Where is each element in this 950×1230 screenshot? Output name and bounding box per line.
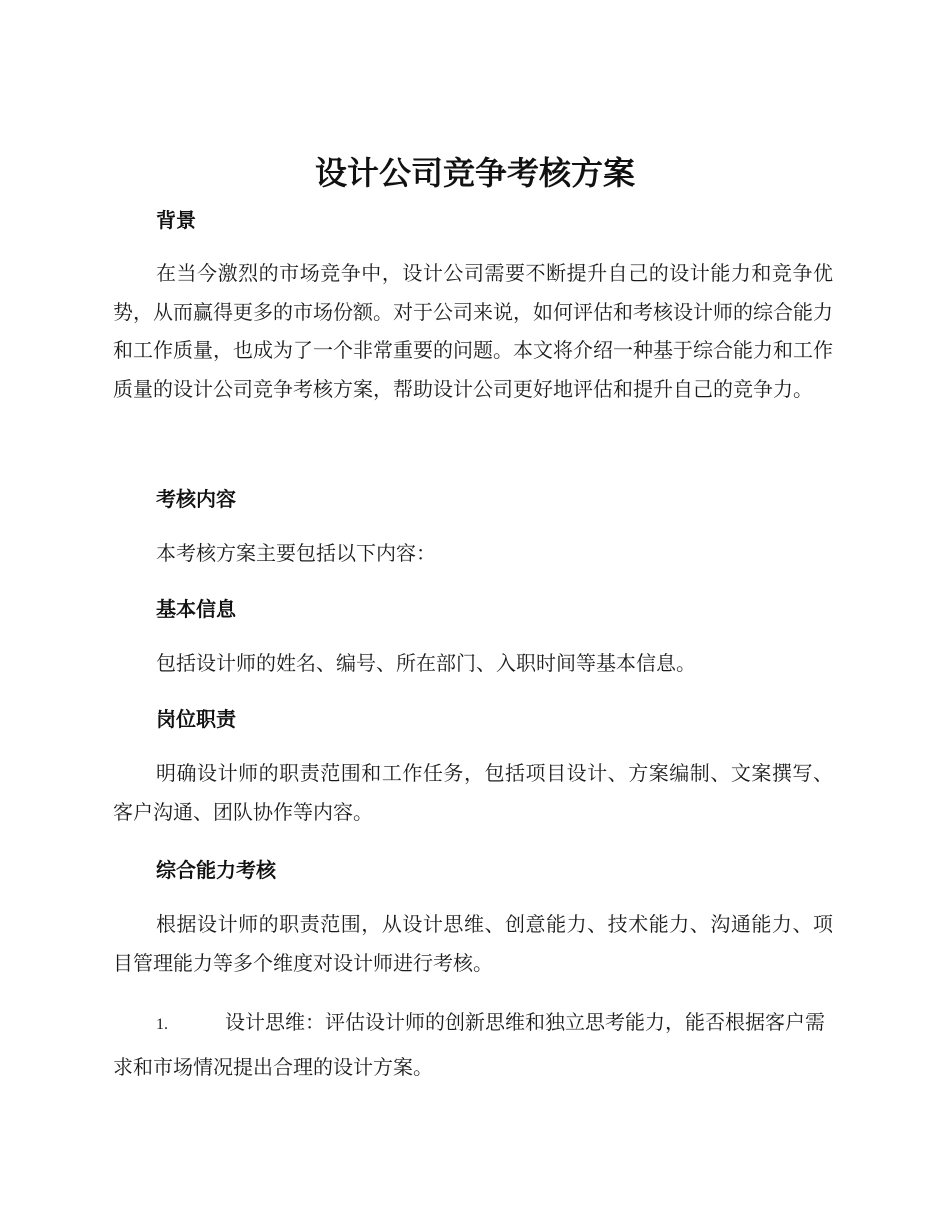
section-text-duties: 明确设计师的职责范围和工作任务，包括项目设计、方案编制、文案撰写、客户沟通、团队协作等内容。	[113, 761, 833, 824]
section-heading-basic-info: 基本信息	[156, 597, 236, 621]
section-heading-content: 考核内容	[156, 487, 236, 511]
section-heading-ability: 综合能力考核	[156, 858, 276, 882]
section-text-content: 本考核方案主要包括以下内容：	[156, 541, 436, 565]
section-text-basic-info: 包括设计师的姓名、编号、所在部门、入职时间等基本信息。	[156, 651, 696, 675]
list-item-text: 设计思维：评估设计师的创新思维和独立思考能力，能否根据客户需求和市场情况提出合理的设计方案。	[113, 1010, 825, 1079]
section-text-ability: 根据设计师的职责范围，从设计思维、创意能力、技术能力、沟通能力、项目管理能力等多个维度对设计师进行考核。	[113, 912, 833, 975]
section-text-background: 在当今激烈的市场竞争中，设计公司需要不断提升自己的设计能力和竞争优势，从而赢得更多的市场份额。对于公司来说，如何评估和考核设计师的综合能力和工作质量，也成为了一个非常重要的问题。本文将介绍一种基于综合能力和工作质量的设计公司竞争考核方案，帮助设计公司更好地评估和提升自己的竞争力。	[113, 261, 833, 401]
page-title: 设计公司竞争考核方案	[314, 154, 635, 192]
list-item-number: 1.	[156, 1016, 168, 1033]
list-item	[113, 1001, 833, 1089]
section-heading-duties: 岗位职责	[156, 707, 236, 731]
section-heading-background: 背景	[156, 208, 196, 232]
